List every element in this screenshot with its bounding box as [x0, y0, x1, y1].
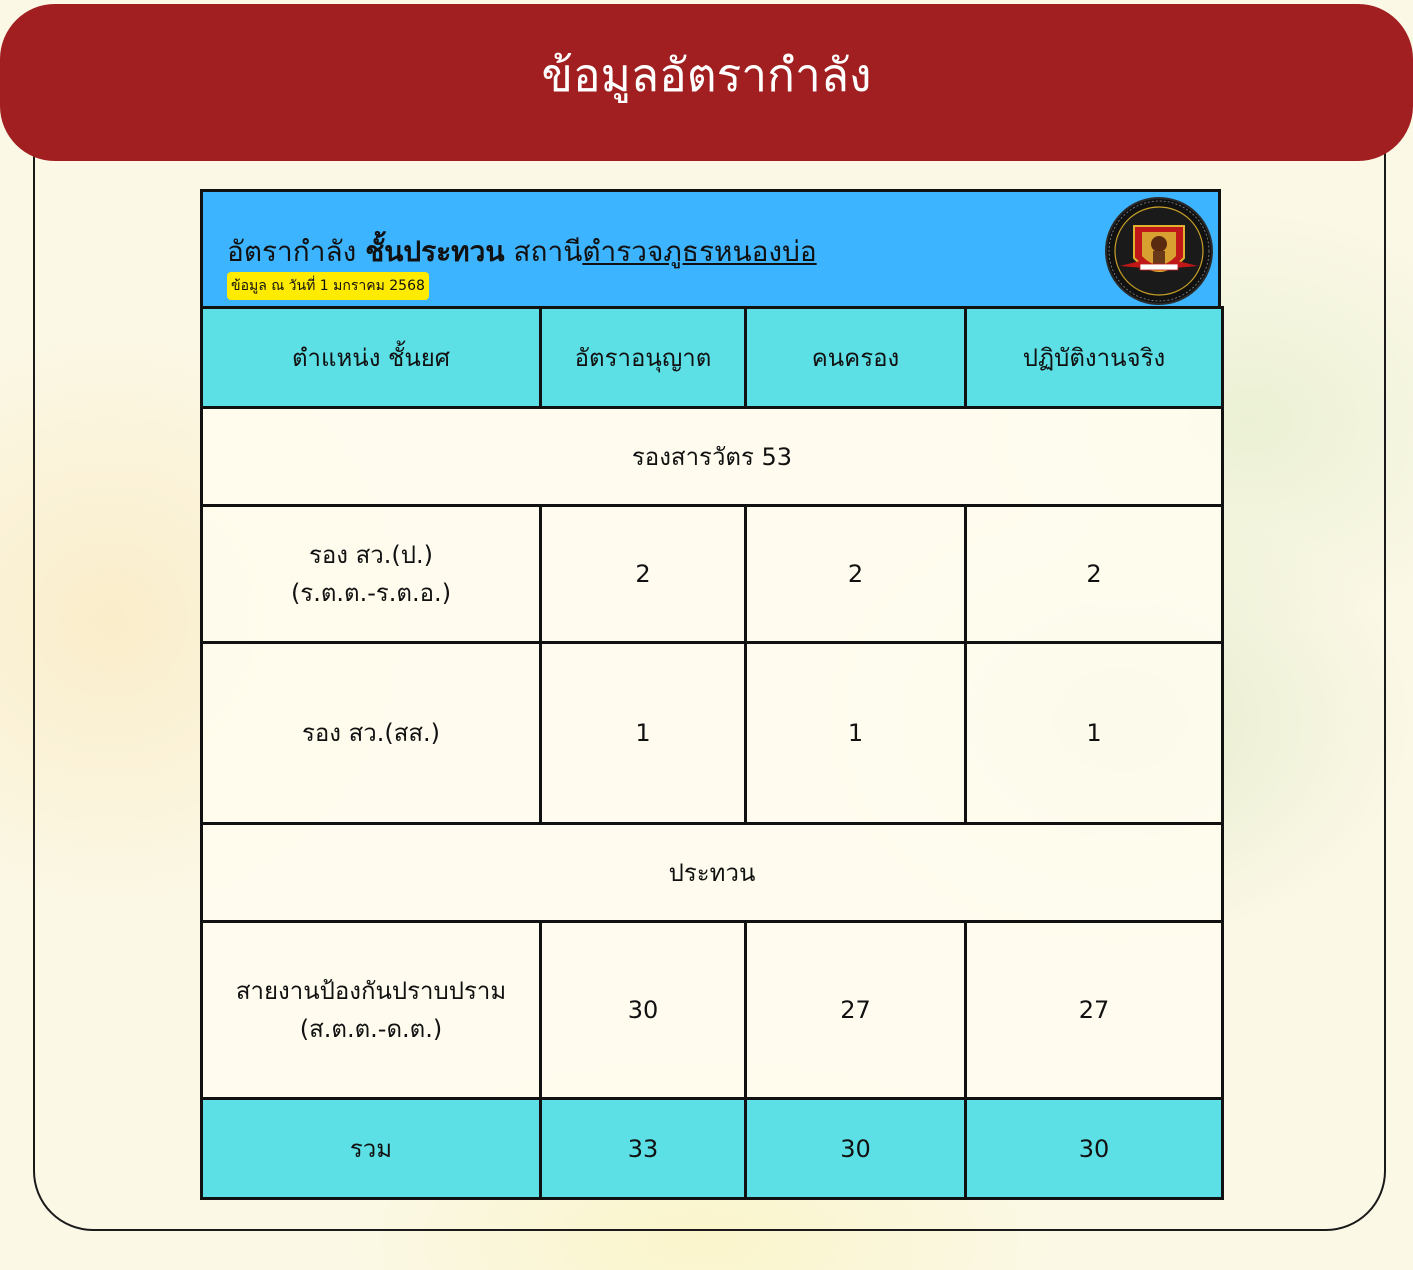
date-badge: ข้อมูล ณ วันที่ 1 มกราคม 2568	[227, 272, 429, 300]
section-label: รองสารวัตร 53	[202, 408, 1223, 506]
position-cell	[202, 643, 541, 824]
section-label: ประทวน	[202, 824, 1223, 922]
section-row	[202, 824, 1223, 922]
occupied-cell: 2	[746, 506, 966, 643]
table-title	[227, 230, 817, 274]
title-bold: ชั้นประทวน	[365, 235, 505, 268]
manpower-table	[200, 306, 1224, 1200]
authorized-cell: 2	[541, 506, 746, 643]
on-duty-cell: 2	[966, 506, 1223, 643]
position-cell	[202, 922, 541, 1099]
authorized-cell: 1	[541, 643, 746, 824]
total-on-duty: 30	[966, 1099, 1223, 1199]
position-line-2: (ร.ต.ต.-ร.ต.อ.)	[290, 579, 452, 607]
total-row	[202, 1099, 1223, 1199]
table-row	[202, 922, 1223, 1099]
section-row	[202, 408, 1223, 506]
occupied-cell: 1	[746, 643, 966, 824]
authorized-cell: 30	[541, 922, 746, 1099]
manpower-table-card	[200, 189, 1221, 1198]
on-duty-cell: 27	[966, 922, 1223, 1099]
title-station-plain: สถานี	[513, 235, 583, 268]
column-header-on-duty: ปฏิบัติงานจริง	[966, 308, 1223, 408]
total-label: รวม	[202, 1099, 541, 1199]
header-banner	[0, 4, 1413, 161]
position-line-1: รอง สว.(ป.)	[309, 541, 433, 569]
position-line-2: (ส.ต.ต.-ด.ต.)	[299, 1015, 443, 1043]
total-occupied: 30	[746, 1099, 966, 1199]
table-row	[202, 506, 1223, 643]
table-title-bar	[200, 189, 1221, 309]
position-line-1: รอง สว.(สส.)	[301, 719, 441, 747]
on-duty-cell: 1	[966, 643, 1223, 824]
title-station-name: ตำรวจภูธรหนองบ่อ	[582, 235, 817, 268]
position-line-1: สายงานป้องกันปราบปราม	[235, 977, 507, 1005]
column-header-authorized: อัตราอนุญาต	[541, 308, 746, 408]
column-header-occupied: คนครอง	[746, 308, 966, 408]
table-row	[202, 643, 1223, 824]
total-authorized: 33	[541, 1099, 746, 1199]
title-prefix: อัตรากำลัง	[227, 235, 357, 268]
police-emblem-icon	[1104, 196, 1214, 306]
occupied-cell: 27	[746, 922, 966, 1099]
table-header-row	[202, 308, 1223, 408]
position-cell	[202, 506, 541, 643]
column-header-position: ตำแหน่ง ชั้นยศ	[202, 308, 541, 408]
page-title: ข้อมูลอัตรากำลัง	[541, 48, 872, 102]
